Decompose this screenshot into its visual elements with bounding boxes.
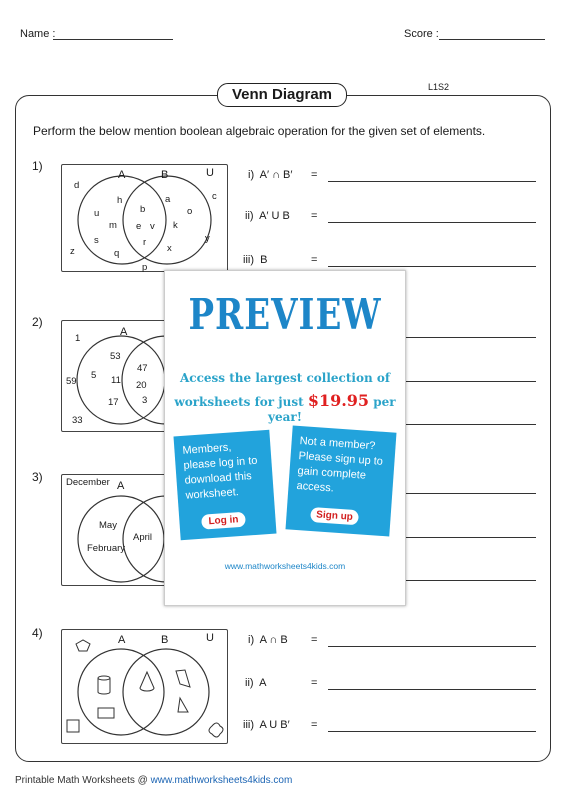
element: c [212, 191, 217, 202]
q1-set-a-label: A [118, 169, 126, 181]
element: z [70, 246, 75, 257]
element: b [140, 204, 146, 215]
element: 1 [75, 333, 81, 344]
members-card [173, 430, 276, 540]
element: h [117, 195, 123, 206]
footer-link[interactable]: www.mathworksheets4kids.com [150, 775, 293, 786]
element: 5 [91, 370, 97, 381]
q4-number: 4) [32, 626, 43, 640]
q4-op-2: ii) A [245, 677, 267, 689]
element: o [187, 206, 193, 217]
equals-sign: = [311, 634, 318, 646]
q4-universe-box [61, 629, 228, 744]
q4-set-a-label: A [118, 634, 126, 646]
element: r [143, 237, 147, 248]
q1-number: 1) [32, 159, 43, 173]
element: d [74, 180, 80, 191]
element: 33 [72, 415, 83, 426]
equals-sign: = [311, 254, 318, 266]
equals-sign: = [311, 677, 318, 689]
element: May [99, 520, 117, 531]
element: x [167, 243, 172, 254]
members-text: Members, please log in to download this worksheet. [182, 441, 258, 502]
q1-universe-box [61, 164, 228, 272]
q2-answer-3[interactable] [404, 424, 536, 425]
q1-op-1: i) A′ ∩ B′ [248, 169, 293, 181]
score-label: Score : [404, 28, 439, 40]
element: December [66, 477, 110, 488]
q4-answer-2[interactable] [328, 689, 536, 690]
worksheet-code: L1S2 [428, 82, 450, 92]
preview-price: $19.95 [307, 391, 370, 410]
q1-op-2: ii) A′ U B [245, 210, 290, 222]
equals-sign: = [311, 169, 318, 181]
q2-answer-2[interactable] [404, 381, 536, 382]
nonmember-card [285, 425, 396, 536]
q2-number: 2) [32, 315, 43, 329]
q1-answer-3[interactable] [328, 266, 536, 267]
footer-text: Printable Math Worksheets @ [15, 775, 151, 786]
q2-answer-1[interactable] [404, 337, 536, 338]
preview-line-2: worksheets for just $19.95 per year! [174, 391, 396, 424]
preview-url[interactable]: www.mathworksheets4kids.com [224, 561, 346, 571]
nonmember-text: Not a member? Please sign up to gain complete access. [296, 435, 384, 495]
q4-op-3: iii) A U B′ [243, 719, 290, 731]
equals-sign: = [311, 210, 318, 222]
element: 3 [142, 395, 148, 406]
element: 11 [111, 375, 121, 386]
signup-button[interactable]: Sign up [310, 507, 359, 525]
q3-answer-3[interactable] [404, 580, 536, 581]
element: February [87, 543, 126, 554]
element: y [205, 233, 210, 244]
login-button[interactable]: Log in [201, 512, 246, 530]
q3-answer-2[interactable] [404, 537, 536, 538]
preview-line-1: Access the largest collection of [179, 371, 391, 385]
element: 47 [137, 363, 148, 374]
element: 53 [110, 351, 121, 362]
equals-sign: = [311, 719, 318, 731]
element: 59 [66, 376, 77, 387]
q2-set-a-label: A [120, 326, 128, 338]
q4-op-1: i) A ∩ B [248, 634, 288, 646]
element: a [165, 194, 171, 205]
preview-overlay [164, 270, 406, 606]
element: e [136, 221, 142, 232]
q1-answer-1[interactable] [328, 181, 536, 182]
preview-title: PREVIEW [188, 290, 382, 340]
worksheet-title: Venn Diagram [217, 83, 347, 107]
q1-answer-2[interactable] [328, 222, 536, 223]
q3-number: 3) [32, 470, 43, 484]
element: 20 [136, 380, 147, 391]
q4-answer-1[interactable] [328, 646, 536, 647]
q1-op-3: iii) B [243, 254, 268, 266]
footer [15, 775, 292, 786]
element: v [150, 221, 155, 232]
instructions: Perform the below mention boolean algebraic operation for the given set of elements. [33, 124, 486, 138]
q4-answer-3[interactable] [328, 731, 536, 732]
element: m [109, 220, 117, 231]
q3-answer-1[interactable] [404, 493, 536, 494]
q1-set-b-label: B [161, 169, 169, 181]
q3-set-a-label: A [117, 480, 125, 492]
element: p [142, 262, 148, 273]
element: s [94, 235, 99, 246]
q4-set-b-label: B [161, 634, 169, 646]
element: q [114, 248, 120, 259]
element: 17 [108, 397, 119, 408]
element: k [173, 220, 178, 231]
q1-universe-label: U [206, 167, 214, 179]
name-label: Name : [20, 28, 56, 40]
element: u [94, 208, 100, 219]
q4-universe-label: U [206, 632, 214, 644]
element: April [133, 532, 153, 543]
